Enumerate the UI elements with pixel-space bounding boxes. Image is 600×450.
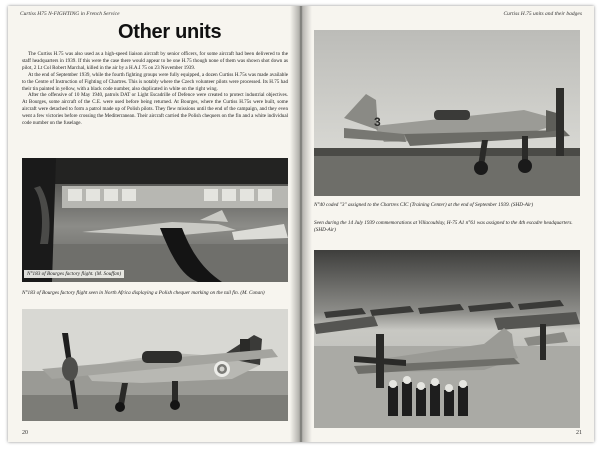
north-africa-photo (22, 309, 288, 421)
hangar-photo-caption: N°183 of Bourges factory flight. (M. Souffan) (24, 270, 124, 278)
hangar-photo (22, 158, 288, 282)
body-text (22, 51, 288, 127)
left-running-head: Curtiss H75 N-FIGHTING in French Service (20, 11, 120, 17)
paragraph: The Curtiss H.75 was also used as a high-speed liaison aircraft by senior officers, for some aircraft had been delivered to the staff headquarters in 1939. If this were the case there would appear to be one H.75 though none of them was shown shot down as pilot, 2 Lt Col Robert Marchal, killed in the air by a H.A.I 75 on 23 November 1939. (22, 51, 288, 71)
villacoublay-lineup-photo (314, 250, 580, 428)
book-spread (8, 6, 594, 442)
villacoublay-photo-caption: Seen during the 14 July 1939 commemorations at Villacoublay, H-75 A1 n°61 was assigned to the 4th escadre headquarters. (SHD-Air) (314, 220, 573, 233)
chartres-photo-caption: N°40 coded "3" assigned to the Chartres CIC (Training Center) at the end of September 1939. (SHD-Air) (314, 202, 534, 208)
right-running-head: Curtiss H.75 units and their badges (503, 11, 582, 17)
chartres-aircraft-photo (314, 30, 580, 196)
book-gutter (290, 6, 312, 442)
left-page (8, 6, 298, 442)
villacoublay-lineup-graphic (314, 250, 580, 428)
paragraph: After the offensive of 10 May 1940, patrols DAT or Light Escadrille of Defence were created to protect industrial objectives. At Bourges, some aircraft of the C.E. were used before being returned. At Bourges, where the Curtiss H.75s were built, some aircraft were detached to form a patrol made up of Polish pilots. They flew missions until the end of the campaign, and they even went a few victories before crossing the Mediterranean. Their aircraft carried the Polish chequers on the fin and a white individual code number on the fuselage. (22, 92, 288, 127)
photo2-caption: N°183 of Bourges factory flight seen in North Africa displaying a Polish chequer marking on the tail fin. (M. Conan) (22, 290, 265, 296)
page-title: Other units (118, 21, 222, 43)
north-africa-photo-graphic (22, 309, 288, 421)
hangar-photo-graphic (22, 158, 288, 282)
right-page (300, 6, 594, 442)
svg-text:3: 3 (374, 115, 381, 129)
right-page-number: 21 (576, 430, 582, 436)
left-page-number: 20 (22, 430, 28, 436)
paragraph: At the end of September 1939, while the fourth fighting groups were fully equipped, a dozen Curtiss H.75s was made available to the Centre of Instruction of Fighting of Chartres. This is notably where the Czech volunteer pilots were processed. Its H.75 had their tin painted in yellow, with a black code number, also duplicated in white on the right wing. (22, 71, 288, 92)
chartres-aircraft-graphic (314, 30, 580, 196)
